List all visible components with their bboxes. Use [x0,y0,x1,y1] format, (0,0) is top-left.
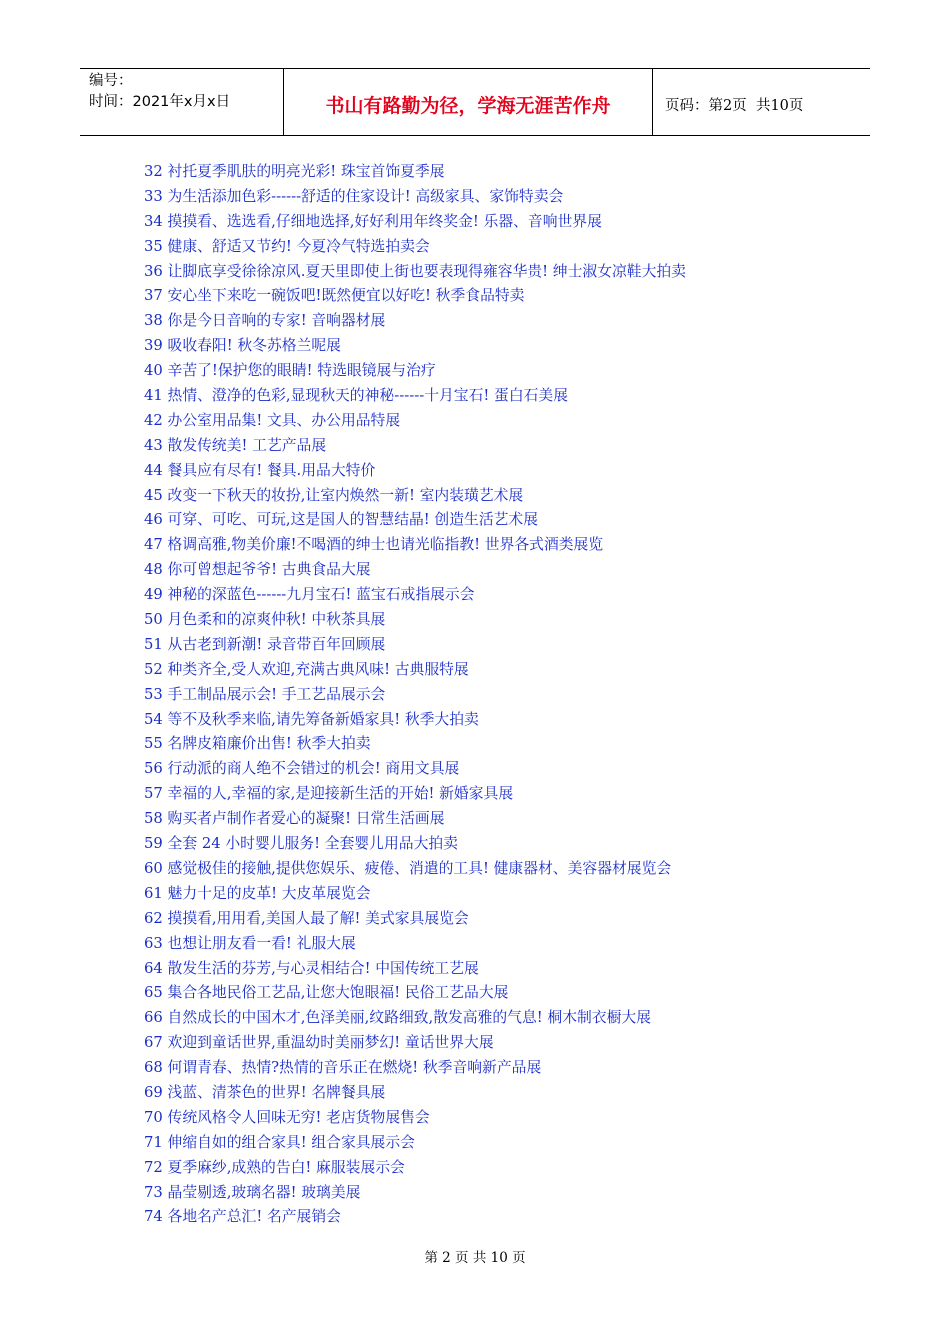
list-item: 60 感觉极佳的接触,提供您娱乐、疲倦、消遣的工具! 健康器材、美容器材展览会 [144,859,672,877]
list-item: 38 你是今日音响的专家! 音响器材展 [144,312,386,330]
list-item: 47 格调高雅,物美价廉!不喝酒的绅士也请光临指教! 世界各式酒类展览 [144,536,604,554]
list-item: 37 安心坐下来吃一碗饭吧!既然便宜以好吃! 秋季食品特卖 [144,287,525,305]
list-item: 70 传统风格令人回味无穷! 老店货物展售会 [144,1108,430,1126]
list-item: 73 晶莹剔透,玻璃名器! 玻璃美展 [144,1183,361,1201]
list-item: 32 衬托夏季肌肤的明亮光彩! 珠宝首饰夏季展 [144,163,445,180]
list-item: 43 散发传统美! 工艺产品展 [144,436,327,454]
list-item: 34 摸摸看、选选看,仔细地选择,好好利用年终奖金! 乐器、音响世界展 [144,212,602,230]
list-item: 41 热情、澄净的色彩,显现秋天的神秘------十月宝石! 蛋白石美展 [144,387,569,405]
list-item: 54 等不及秋季来临,请先筹备新婚家具! 秋季大拍卖 [144,710,479,728]
list-item: 61 魅力十足的皮革! 大皮革展览会 [144,884,371,902]
document-number-label: 编号： [89,73,133,89]
list-item: 46 可穿、可吃、可玩,这是国人的智慧结晶! 创造生活艺术展 [144,511,539,529]
list-item: 39 吸收春阳! 秋冬苏格兰呢展 [144,337,341,355]
header-page-info [653,69,870,135]
list-item: 59 全套 24 小时婴儿服务! 全套婴儿用品大拍卖 [144,835,458,853]
list-item: 40 辛苦了!保护您的眼睛! 特选眼镜展与治疗 [144,362,436,380]
page-footer: 第 2 页 共 10 页 [424,1250,526,1266]
list-item: 53 手工制品展示会! 手工艺品展示会 [144,685,386,703]
list-item: 71 伸缩自如的组合家具! 组合家具展示会 [144,1133,415,1151]
list-item: 58 购买者卢制作者爱心的凝聚! 日常生活画展 [144,810,445,828]
list-item: 67 欢迎到童话世界,重温幼时美丽梦幻! 童话世界大展 [144,1034,494,1052]
list-item: 66 自然成长的中国木才,色泽美丽,纹路细致,散发高雅的气息! 桐木制衣橱大展 [144,1009,651,1027]
list-item: 51 从古老到新潮! 录音带百年回顾展 [144,635,386,653]
slogan-list [144,160,884,1230]
list-item: 56 行动派的商人绝不会错过的机会! 商用文具展 [144,760,460,778]
document-time-label: 时间：2021年x月x日 [89,94,231,110]
list-item: 36 让脚底享受徐徐凉风.夏天里即使上街也要表现得雍容华贵! 绅士淑女凉鞋大拍卖 [144,262,686,280]
list-item: 50 月色柔和的凉爽仲秋! 中秋茶具展 [144,611,386,629]
list-item: 48 你可曾想起爷爷! 古典食品大展 [144,561,371,579]
list-item: 57 幸福的人,幸福的家,是迎接新生活的开始! 新婚家具展 [144,785,514,803]
list-item: 64 散发生活的芬芳,与心灵相结合! 中国传统工艺展 [144,959,479,977]
list-item: 65 集合各地民俗工艺品,让您大饱眼福! 民俗工艺品大展 [144,984,509,1002]
list-item: 72 夏季麻纱,成熟的告白! 麻服装展示会 [144,1158,405,1176]
list-item: 52 种类齐全,受人欢迎,充满古典风味! 古典服特展 [144,660,469,678]
list-item: 35 健康、舒适又节约! 今夏冷气特选拍卖会 [144,237,430,255]
list-item: 49 神秘的深蓝色------九月宝石! 蓝宝石戒指展示会 [144,586,475,604]
header-motto: 书山有路勤为径，学海无涯苦作舟 [283,69,653,135]
list-item: 33 为生活添加色彩------舒适的住家设计! 高级家具、家饰特卖会 [144,187,564,205]
list-item: 74 各地名产总汇! 名产展销会 [144,1208,341,1226]
list-item: 68 何谓青春、热情?热情的音乐正在燃烧! 秋季音响新产品展 [144,1059,542,1077]
page-header [80,68,870,136]
list-item: 63 也想让朋友看一看! 礼服大展 [144,934,356,952]
list-item: 44 餐具应有尽有! 餐具.用品大特价 [144,461,376,479]
list-item: 55 名牌皮箱廉价出售! 秋季大拍卖 [144,735,371,753]
page-info-text: 页码：第2页 共10页 [665,97,804,114]
list-item: 69 浅蓝、清茶色的世界! 名牌餐具展 [144,1083,386,1101]
list-item: 42 办公室用品集! 文具、办公用品特展 [144,411,401,429]
list-item: 62 摸摸看,用用看,美国人最了解! 美式家具展览会 [144,909,469,927]
header-meta [80,69,283,135]
list-item: 45 改变一下秋天的妆扮,让室内焕然一新! 室内装璜艺术展 [144,486,524,504]
